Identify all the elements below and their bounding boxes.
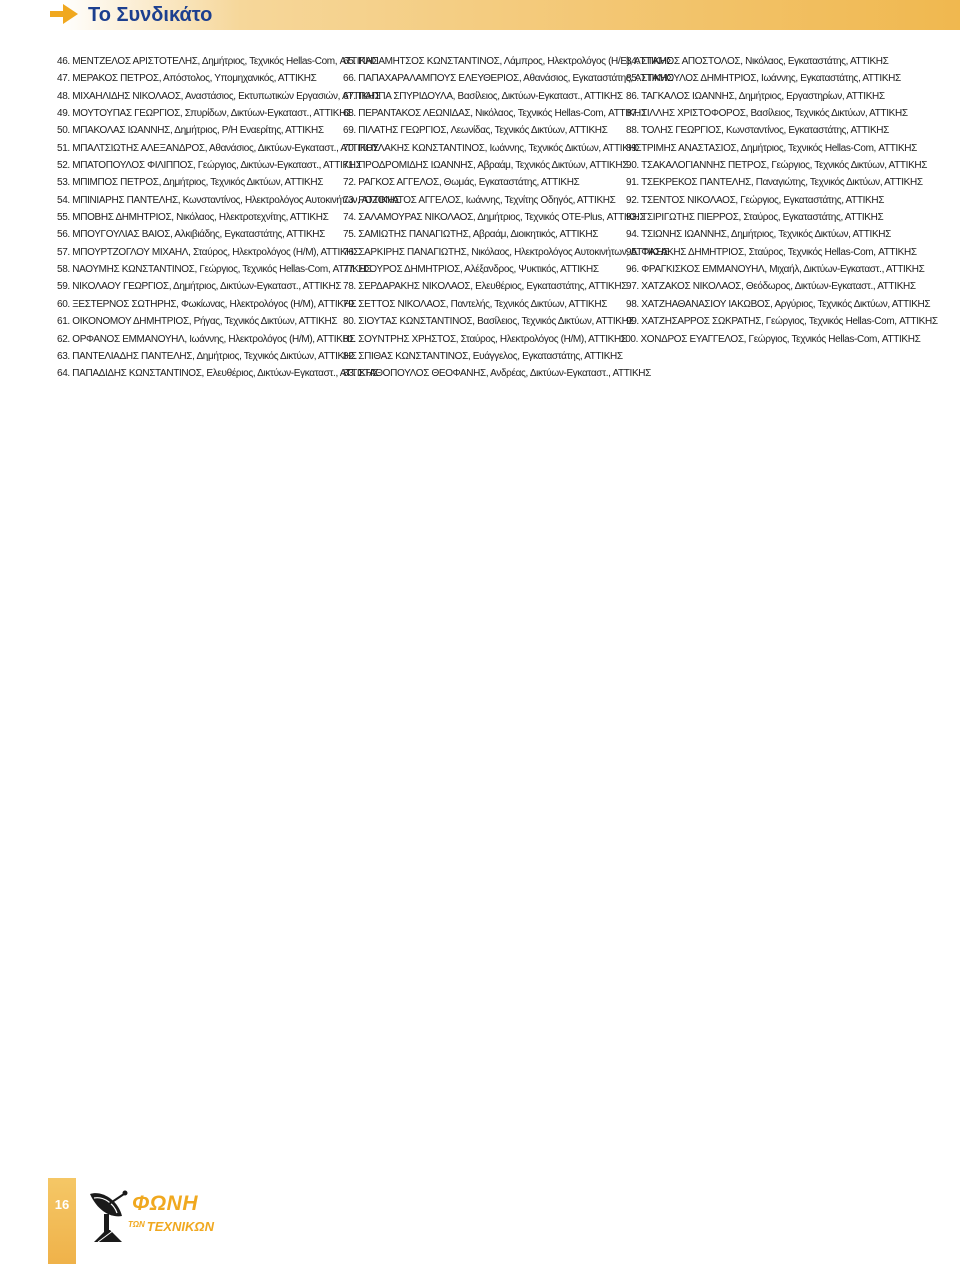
member-column-1 — [57, 53, 401, 383]
list-item: 59. ΝΙΚΟΛΑΟΥ ΓΕΩΡΓΙΟΣ, Δημήτριος, Δικτύων-Εγκαταστ., ΑΤΤΙΚΗΣ — [57, 281, 342, 293]
page-number-tab — [48, 1178, 76, 1264]
list-item: 71. ΠΡΟΔΡΟΜΙΔΗΣ ΙΩΑΝΝΗΣ, Αβραάμ, Τεχνικός Δικτύων, ΑΤΤΙΚΗΣ — [343, 160, 629, 172]
list-item: 86. ΤΑΓΚΑΛΟΣ ΙΩΑΝΝΗΣ, Δημήτριος, Εργαστηρίων, ΑΤΤΙΚΗΣ — [626, 90, 885, 102]
list-item: 70. ΠΟΥΛΑΚΗΣ ΚΩΝΣΤΑΝΤΙΝΟΣ, Ιωάννης, Τεχνικός Δικτύων, ΑΤΤΙΚΗΣ — [343, 142, 642, 154]
list-item: 91. ΤΣΕΚΡΕΚΟΣ ΠΑΝΤΕΛΗΣ, Παναγιώτης, Τεχνικός Δικτύων, ΑΤΤΙΚΗΣ — [626, 177, 923, 189]
magazine-logo-subtitle — [128, 1217, 214, 1235]
list-item: 94. ΤΣΙΩΝΗΣ ΙΩΑΝΝΗΣ, Δημήτριος, Τεχνικός Δικτύων, ΑΤΤΙΚΗΣ — [626, 229, 892, 241]
list-item: 65. ΠΑΠΑΜΗΤΣΟΣ ΚΩΝΣΤΑΝΤΙΝΟΣ, Λάμπρος, Ηλεκτρολόγος (Η/Ε), ΑΤΤΙΚΗΣ — [343, 56, 673, 67]
list-item: 83. ΣΤΑΘΟΠΟΥΛΟΣ ΘΕΟΦΑΝΗΣ, Ανδρέας, Δικτύων-Εγκαταστ., ΑΤΤΙΚΗΣ — [343, 368, 652, 380]
list-item: 100. ΧΟΝΔΡΟΣ ΕΥΑΓΓΕΛΟΣ, Γεώργιος, Τεχνικός Hellas-Com, ΑΤΤΙΚΗΣ — [620, 333, 921, 345]
list-item: 81. ΣΟΥΝΤΡΗΣ ΧΡΗΣΤΟΣ, Σταύρος, Ηλεκτρολόγος (Η/Μ), ΑΤΤΙΚΗΣ — [343, 333, 627, 345]
list-item: 58. ΝΑΟΥΜΗΣ ΚΩΝΣΤΑΝΤΙΝΟΣ, Γεώργιος, Τεχνικός Hellas-Com, ΑΤΤΙΚΗΣ — [57, 264, 372, 276]
list-item: 69. ΠΙΛΑΤΗΣ ΓΕΩΡΓΙΟΣ, Λεωνίδας, Τεχνικός Δικτύων, ΑΤΤΙΚΗΣ — [343, 125, 608, 137]
list-item: 98. ΧΑΤΖΗΑΘΑΝΑΣΙΟΥ ΙΑΚΩΒΟΣ, Αργύριος, Τεχνικός Δικτύων, ΑΤΤΙΚΗΣ — [626, 298, 931, 310]
list-item: 78. ΣΕΡΔΑΡΑΚΗΣ ΝΙΚΟΛΑΟΣ, Ελευθέριος, Εγκαταστάτης, ΑΤΤΙΚΗΣ — [343, 281, 628, 293]
arrow-right-icon — [50, 4, 78, 24]
list-item: 61. ΟΙΚΟΝΟΜΟΥ ΔΗΜΗΤΡΙΟΣ, Ρήγας, Τεχνικός Δικτύων, ΑΤΤΙΚΗΣ — [57, 316, 338, 328]
list-item: 66. ΠΑΠΑΧΑΡΑΛΑΜΠΟΥΣ ΕΛΕΥΘΕΡΙΟΣ, Αθανάσιος, Εγκαταστάτης, ΑΤΤΙΚΗΣ — [343, 73, 674, 85]
list-item: 62. ΟΡΦΑΝΟΣ ΕΜΜΑΝΟΥΗΛ, Ιωάννης, Ηλεκτρολόγος (Η/Μ), ΑΤΤΙΚΗΣ — [57, 333, 356, 345]
magazine-logo-title: ΦΩΝΗ — [132, 1192, 198, 1215]
list-item: 84. ΣΤΑΜΟΣ ΑΠΟΣΤΟΛΟΣ, Νικόλαος, Εγκαταστάτης, ΑΤΤΙΚΗΣ — [626, 56, 889, 67]
list-item: 88. ΤΟΛΗΣ ΓΕΩΡΓΙΟΣ, Κωνσταντίνος, Εγκαταστάτης, ΑΤΤΙΚΗΣ — [626, 125, 890, 137]
list-item: 54. ΜΠΙΝΙΑΡΗΣ ΠΑΝΤΕΛΗΣ, Κωνσταντίνος, Ηλεκτρολόγος Αυτοκινήτων, ΑΤΤΙΚΗΣ — [57, 194, 401, 206]
list-item: 51. ΜΠΑΛΤΣΙΩΤΗΣ ΑΛΕΞΑΝΔΡΟΣ, Αθανάσιος, Δικτύων-Εγκαταστ., ΑΤΤΙΚΗΣ — [57, 142, 379, 154]
magazine-logo-subtitle-main: ΤΕΧΝΙΚΩΝ — [146, 1219, 214, 1234]
list-item: 67. ΠΑΠΠΑ ΣΠΥΡΙΔΟΥΛΑ, Βασίλειος, Δικτύων-Εγκαταστ., ΑΤΤΙΚΗΣ — [343, 90, 623, 102]
list-item: 72. ΡΑΓΚΟΣ ΑΓΓΕΛΟΣ, Θωμάς, Εγκαταστάτης, ΑΤΤΙΚΗΣ — [343, 177, 580, 189]
page-number: 16 — [54, 1197, 70, 1212]
list-item: 80. ΣΙΟΥΤΑΣ ΚΩΝΣΤΑΝΤΙΝΟΣ, Βασίλειος, Τεχνικός Δικτύων, ΑΤΤΙΚΗΣ — [343, 316, 635, 328]
list-item: 77. ΣΓΟΥΡΟΣ ΔΗΜΗΤΡΙΟΣ, Αλέξανδρος, Ψυκτικός, ΑΤΤΙΚΗΣ — [343, 264, 599, 276]
list-item: 57. ΜΠΟΥΡΤΖΟΓΛΟΥ ΜΙΧΑΗΛ, Σταύρος, Ηλεκτρολόγος (Η/Μ), ΑΤΤΙΚΗΣ — [57, 246, 360, 258]
list-item: 55. ΜΠΟΒΗΣ ΔΗΜΗΤΡΙΟΣ, Νικόλαος, Ηλεκτροτεχνίτης, ΑΤΤΙΚΗΣ — [57, 212, 329, 224]
list-item: 76. ΣΑΡΚΙΡΗΣ ΠΑΝΑΓΙΩΤΗΣ, Νικόλαος, Ηλεκτρολόγος Αυτοκινήτων, ΑΤΤΙΚΗΣ — [343, 246, 670, 258]
list-item: 85. ΣΤΑΜΟΥΛΟΣ ΔΗΜΗΤΡΙΟΣ, Ιωάννης, Εγκαταστάτης, ΑΤΤΙΚΗΣ — [626, 73, 901, 85]
list-item: 52. ΜΠΑΤΟΠΟΥΛΟΣ ΦΙΛΙΠΠΟΣ, Γεώργιος, Δικτύων-Εγκαταστ., ΑΤΤΙΚΗΣ — [57, 160, 362, 172]
list-item: 47. ΜΕΡΑΚΟΣ ΠΕΤΡΟΣ, Απόστολος, Υπομηχανικός, ΑΤΤΙΚΗΣ — [57, 73, 317, 85]
page-header — [0, 0, 960, 30]
list-item: 97. ΧΑΤΖΑΚΟΣ ΝΙΚΟΛΑΟΣ, Θεόδωρος, Δικτύων-Εγκαταστ., ΑΤΤΙΚΗΣ — [626, 281, 916, 293]
list-item: 50. ΜΠΑΚΟΛΑΣ ΙΩΑΝΝΗΣ, Δημήτριος, Ρ/Η Εναερίτης, ΑΤΤΙΚΗΣ — [57, 125, 324, 137]
list-item: 60. ΞΕΣΤΕΡΝΟΣ ΣΩΤΗΡΗΣ, Φωκίωνας, Ηλεκτρολόγος (Η/Μ), ΑΤΤΙΚΗΣ — [57, 298, 357, 310]
list-item: 79. ΣΕΤΤΟΣ ΝΙΚΟΛΑΟΣ, Παντελής, Τεχνικός Δικτύων, ΑΤΤΙΚΗΣ — [343, 298, 608, 310]
antenna-dish-icon — [84, 1186, 138, 1244]
list-item: 82. ΣΠΙΘΑΣ ΚΩΝΣΤΑΝΤΙΝΟΣ, Ευάγγελος, Εγκαταστάτης, ΑΤΤΙΚΗΣ — [343, 350, 623, 362]
section-title: Το Συνδικάτο — [88, 4, 213, 26]
list-item: 64. ΠΑΠΑΔΙΔΗΣ ΚΩΝΣΤΑΝΤΙΝΟΣ, Ελευθέριος, Δικτύων-Εγκαταστ., ΑΤΤΙΚΗΣ — [57, 368, 379, 380]
list-item: 49. ΜΟΥΤΟΥΠΑΣ ΓΕΩΡΓΙΟΣ, Σπυρίδων, Δικτύων-Εγκαταστ., ΑΤΤΙΚΗΣ — [57, 108, 352, 120]
member-column-3 — [620, 53, 938, 348]
list-item: 63. ΠΑΝΤΕΛΙΑΔΗΣ ΠΑΝΤΕΛΗΣ, Δημήτριος, Τεχνικός Δικτύων, ΑΤΤΙΚΗΣ — [57, 350, 357, 362]
list-item: 90. ΤΣΑΚΑΛΟΓΙΑΝΝΗΣ ΠΕΤΡΟΣ, Γεώργιος, Τεχνικός Δικτύων, ΑΤΤΙΚΗΣ — [626, 160, 928, 172]
list-item: 95. ΦΑΣΑΚΗΣ ΔΗΜΗΤΡΙΟΣ, Σταύρος, Τεχνικός Hellas-Com, ΑΤΤΙΚΗΣ — [626, 246, 917, 258]
list-item: 46. ΜΕΝΤΖΕΛΟΣ ΑΡΙΣΤΟΤΕΛΗΣ, Δημήτριος, Τεχνικός Hellas-Com, ΑΤΤΙΚΗΣ — [57, 56, 379, 67]
list-item: 53. ΜΠΙΜΠΟΣ ΠΕΤΡΟΣ, Δημήτριος, Τεχνικός Δικτύων, ΑΤΤΙΚΗΣ — [57, 177, 324, 189]
list-item: 56. ΜΠΟΥΓΟΥΛΙΑΣ ΒΑΙΟΣ, Αλκιβιάδης, Εγκαταστάτης, ΑΤΤΙΚΗΣ — [57, 229, 325, 241]
list-item: 68. ΠΕΡΑΝΤΑΚΟΣ ΛΕΩΝΙΔΑΣ, Νικόλαος, Τεχνικός Hellas-Com, ΑΤΤΙΚΗΣ — [343, 108, 647, 120]
list-item: 89. ΤΡΙΜΗΣ ΑΝΑΣΤΑΣΙΟΣ, Δημήτριος, Τεχνικός Hellas-Com, ΑΤΤΙΚΗΣ — [626, 142, 917, 154]
list-item: 93. ΤΣΙΡΙΓΩΤΗΣ ΠΙΕΡΡΟΣ, Σταύρος, Εγκαταστάτης, ΑΤΤΙΚΗΣ — [626, 212, 884, 224]
list-item: 96. ΦΡΑΓΚΙΣΚΟΣ ΕΜΜΑΝΟΥΗΛ, Μιχαήλ, Δικτύων-Εγκαταστ., ΑΤΤΙΚΗΣ — [626, 264, 925, 276]
list-item: 74. ΣΑΛΑΜΟΥΡΑΣ ΝΙΚΟΛΑΟΣ, Δημήτριος, Τεχνικός OTE-Plus, ΑΤΤΙΚΗΣ — [343, 212, 646, 224]
magazine-logo-subtitle-small: ΤΩΝ — [128, 1220, 145, 1229]
list-item: 87. ΤΙΛΛΗΣ ΧΡΙΣΤΟΦΟΡΟΣ, Βασίλειος, Τεχνικός Δικτύων, ΑΤΤΙΚΗΣ — [626, 108, 908, 120]
list-item: 99. ΧΑΤΖΗΣΑΡΡΟΣ ΣΩΚΡΑΤΗΣ, Γεώργιος, Τεχνικός Hellas-Com, ΑΤΤΙΚΗΣ — [626, 316, 938, 328]
list-item: 75. ΣΑΜΙΩΤΗΣ ΠΑΝΑΓΙΩΤΗΣ, Αβραάμ, Διοικητικός, ΑΤΤΙΚΗΣ — [343, 229, 599, 241]
list-item: 48. ΜΙΧΑΗΛΙΔΗΣ ΝΙΚΟΛΑΟΣ, Αναστάσιος, Εκτυπωτικών Εργασιών, ΑΤΤΙΚΗΣ — [57, 90, 381, 102]
list-item: 73. ΡΟΖΟΝΑΤΟΣ ΑΓΓΕΛΟΣ, Ιωάννης, Τεχνίτης Οδηγός, ΑΤΤΙΚΗΣ — [343, 194, 616, 206]
member-column-2 — [343, 53, 674, 383]
list-item: 92. ΤΣΕΝΤΟΣ ΝΙΚΟΛΑΟΣ, Γεώργιος, Εγκαταστάτης, ΑΤΤΙΚΗΣ — [626, 194, 885, 206]
